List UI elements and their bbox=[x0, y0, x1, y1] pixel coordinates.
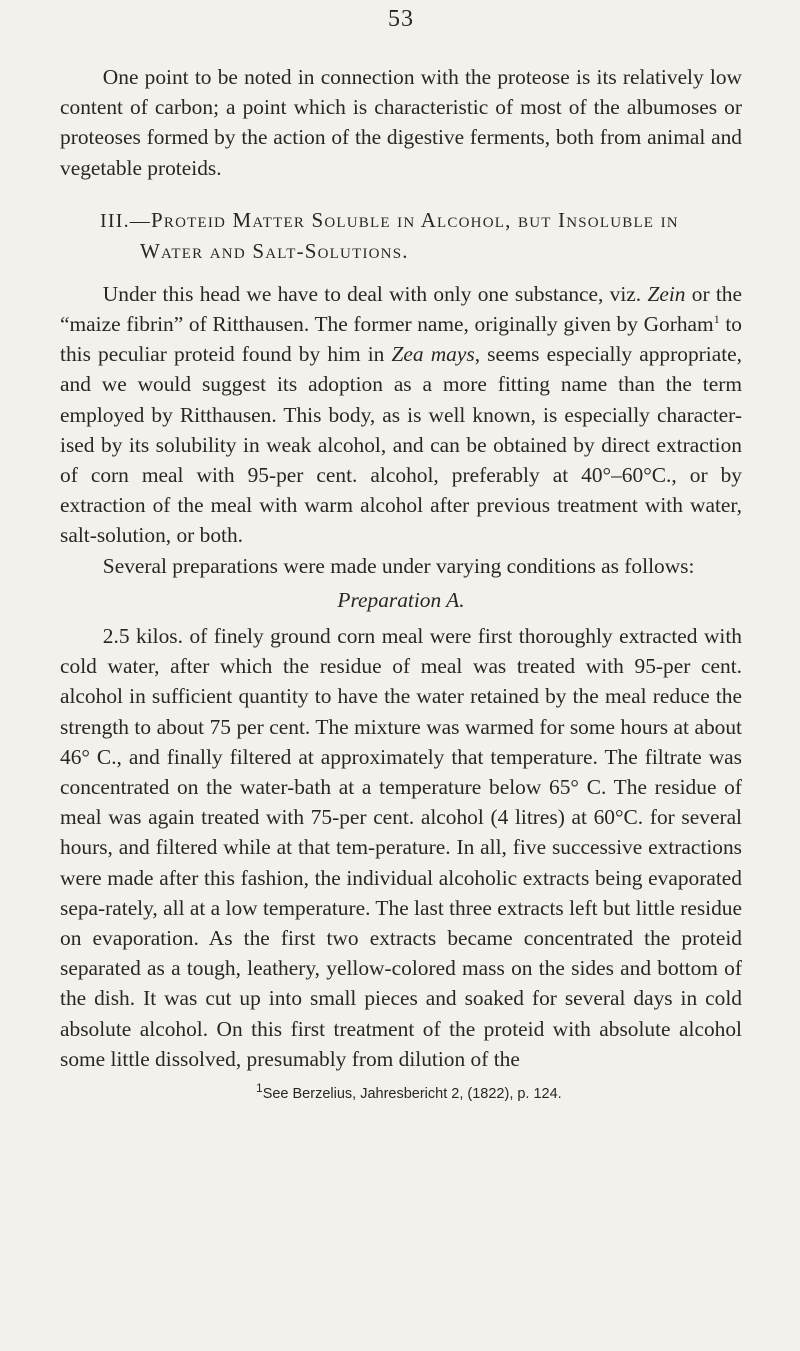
preparation-title: Preparation A. bbox=[337, 587, 465, 612]
footnote-marker: 1 bbox=[256, 1081, 263, 1096]
zein-paragraph bbox=[60, 279, 742, 551]
section-dash: — bbox=[129, 209, 151, 232]
footnote bbox=[60, 1081, 742, 1104]
zea-mays-term: Zea mays bbox=[391, 342, 475, 367]
zein-text-3: , seems especially appropriate, and we would suggest its adoption as a more fitting name than the term employed by Ritthausen. This body, as is well known, is especially character-ised by its solubility in weak alcohol, and can be obtained by direct extraction of corn meal with 95-per cent. alcohol, preferably at 40°–60°C., or by extraction of the meal with warm alcohol after previous treatment with water, salt-solution, or both. bbox=[60, 342, 742, 548]
zein-lead: Under this head we have to deal with only one substance, viz. bbox=[102, 281, 642, 306]
footnote-text: See Berzelius, Jahresbericht 2, (1822), p. 124. bbox=[262, 1086, 562, 1103]
section-title: Proteid Matter Soluble in Alcohol, but Insoluble in Water and Salt-Solutions. bbox=[140, 207, 679, 263]
section-heading bbox=[100, 205, 742, 267]
preparations-paragraph: Several preparations were made under varying conditions as follows: bbox=[102, 553, 695, 578]
section-numeral: III. bbox=[100, 209, 130, 232]
preparation-paragraph: 2.5 kilos. of finely ground corn meal were first thoroughly extracted with cold water, after which the residue of meal was treated with 95-per cent. alcohol in sufficient quantity to have the water retained by the meal reduce the strength to about 75 per cent. The mixture was warmed for some hours at about 46° C., and finally filtered at approximately that temperature. The filtrate was concentrated on the water-bath at a temperature below 65° C. The residue of meal was again treated with 75-per cent. alcohol (4 litres) at 60°C. for several hours, and filtered while at that tem-perature. In all, five successive extractions were made after this fashion, the individual alcoholic extracts being evaporated sepa-rately, all at a low temperature. The last three extracts left but little residue on evaporation. As the first two extracts became concentrated the proteid separated as a tough, leathery, yellow-colored mass on the sides and bottom of the dish. It was cut up into small pieces and soaked for several days in cold absolute alcohol. On this first treatment of the proteid with absolute alcohol some little dissolved, presumably from dilution of the bbox=[60, 624, 742, 1071]
zein-text-1: or the “maize fibrin” of Ritthausen. The former name, originally given by Gorham bbox=[60, 281, 742, 337]
zein-text-2: to this peculiar proteid found by him in bbox=[60, 312, 742, 367]
footnote-reference: 1 bbox=[713, 311, 720, 326]
page-number: 53 bbox=[388, 6, 414, 32]
intro-paragraph: One point to be noted in connection with the proteose is its relatively low content of carbon; a point which is characteristic of most of the albumoses or proteoses formed by the action of the digestive ferments, both from animal and vegetable proteids. bbox=[60, 65, 742, 180]
zein-term: Zein bbox=[647, 281, 686, 306]
